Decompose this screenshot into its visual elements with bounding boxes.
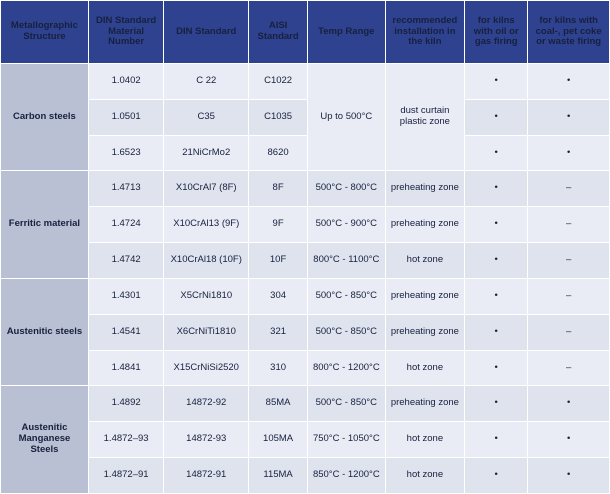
din-standard-cell: 14872-93 — [164, 422, 249, 458]
coal-marker: • — [528, 135, 610, 171]
table-row — [1, 386, 610, 422]
coal-marker: – — [528, 278, 610, 314]
coal-marker: – — [528, 314, 610, 350]
din-number-cell: 1.4892 — [88, 386, 163, 422]
installation-cell: preheating zone — [385, 171, 465, 207]
oil-gas-marker: • — [465, 386, 528, 422]
temp-range-cell: 500°C - 800°C — [308, 171, 386, 207]
oil-gas-marker: • — [465, 64, 528, 100]
column-header-oil-gas-firing: for kilns with oil or gas firing — [465, 1, 528, 64]
oil-gas-marker: • — [465, 458, 528, 494]
coal-marker: – — [528, 350, 610, 386]
table-header-row — [1, 1, 610, 64]
coal-marker: • — [528, 386, 610, 422]
coal-marker: • — [528, 64, 610, 100]
table-row — [1, 135, 610, 171]
table-header — [1, 1, 610, 64]
aisi-cell: C1035 — [249, 99, 308, 135]
temp-range-cell: 500°C - 850°C — [308, 278, 386, 314]
din-number-cell: 1.4872–91 — [88, 458, 163, 494]
din-number-cell: 1.4541 — [88, 314, 163, 350]
group-label-austenitic-manganese-steels: Austenitic Manganese Steels — [1, 386, 89, 494]
column-header-temp-range: Temp Range — [308, 1, 386, 64]
table-row — [1, 422, 610, 458]
coal-marker: • — [528, 99, 610, 135]
din-number-cell: 1.0501 — [88, 99, 163, 135]
aisi-cell: 9F — [249, 207, 308, 243]
table-body — [1, 64, 610, 494]
table-row — [1, 99, 610, 135]
aisi-cell: 85MA — [249, 386, 308, 422]
aisi-cell: 10F — [249, 243, 308, 279]
temp-range-cell: 800°C - 1100°C — [308, 243, 386, 279]
coal-marker: • — [528, 422, 610, 458]
table-row — [1, 350, 610, 386]
temp-range-cell: 500°C - 900°C — [308, 207, 386, 243]
aisi-cell: 310 — [249, 350, 308, 386]
table-row — [1, 171, 610, 207]
aisi-cell: 115MA — [249, 458, 308, 494]
aisi-cell: 8F — [249, 171, 308, 207]
din-standard-cell: 21NiCrMo2 — [164, 135, 249, 171]
oil-gas-marker: • — [465, 350, 528, 386]
oil-gas-marker: • — [465, 171, 528, 207]
din-standard-cell: C35 — [164, 99, 249, 135]
column-header-metallographic-structure: Metallographic Structure — [1, 1, 89, 64]
installation-cell: preheating zone — [385, 314, 465, 350]
group-label-austenitic-steels: Austenitic steels — [1, 278, 89, 385]
din-standard-cell: X10CrAl13 (9F) — [164, 207, 249, 243]
coal-marker: – — [528, 171, 610, 207]
installation-cell: hot zone — [385, 243, 465, 279]
temp-range-cell: 850°C - 1200°C — [308, 458, 386, 494]
din-standard-cell: X6CrNiTi1810 — [164, 314, 249, 350]
din-standard-cell: X10CrAl18 (10F) — [164, 243, 249, 279]
oil-gas-marker: • — [465, 314, 528, 350]
temp-range-cell: Up to 500°C — [308, 64, 386, 171]
installation-cell: dust curtain plastic zone — [385, 64, 465, 171]
din-number-cell: 1.6523 — [88, 135, 163, 171]
installation-cell: preheating zone — [385, 207, 465, 243]
oil-gas-marker: • — [465, 135, 528, 171]
installation-cell: preheating zone — [385, 386, 465, 422]
column-header-din-material-number: DIN Standard Material Number — [88, 1, 163, 64]
table-row — [1, 243, 610, 279]
aisi-cell: 105MA — [249, 422, 308, 458]
aisi-cell: 304 — [249, 278, 308, 314]
din-number-cell: 1.0402 — [88, 64, 163, 100]
column-header-recommended-installation: recommended installation in the kiln — [385, 1, 465, 64]
installation-cell: hot zone — [385, 422, 465, 458]
column-header-coal-petcoke-waste-firing: for kilns with coal-, pet coke or waste firing — [528, 1, 610, 64]
installation-cell: hot zone — [385, 458, 465, 494]
din-number-cell: 1.4724 — [88, 207, 163, 243]
installation-cell: hot zone — [385, 350, 465, 386]
coal-marker: – — [528, 207, 610, 243]
din-standard-cell: X10CrAl7 (8F) — [164, 171, 249, 207]
column-header-aisi-standard: AISI Standard — [249, 1, 308, 64]
temp-range-cell: 750°C - 1050°C — [308, 422, 386, 458]
din-number-cell: 1.4713 — [88, 171, 163, 207]
column-header-din-standard: DIN Standard — [164, 1, 249, 64]
temp-range-cell: 500°C - 850°C — [308, 386, 386, 422]
din-standard-cell: 14872-92 — [164, 386, 249, 422]
table-row — [1, 207, 610, 243]
din-standard-cell: C 22 — [164, 64, 249, 100]
din-number-cell: 1.4301 — [88, 278, 163, 314]
oil-gas-marker: • — [465, 278, 528, 314]
table-row — [1, 64, 610, 100]
aisi-cell: 8620 — [249, 135, 308, 171]
oil-gas-marker: • — [465, 243, 528, 279]
group-label-carbon-steels: Carbon steels — [1, 64, 89, 171]
table-row — [1, 314, 610, 350]
din-number-cell: 1.4742 — [88, 243, 163, 279]
din-standard-cell: 14872-91 — [164, 458, 249, 494]
oil-gas-marker: • — [465, 422, 528, 458]
aisi-cell: 321 — [249, 314, 308, 350]
coal-marker: – — [528, 243, 610, 279]
din-standard-cell: X15CrNiSi2520 — [164, 350, 249, 386]
table-row — [1, 278, 610, 314]
temp-range-cell: 500°C - 850°C — [308, 314, 386, 350]
coal-marker: • — [528, 458, 610, 494]
aisi-cell: C1022 — [249, 64, 308, 100]
din-standard-cell: X5CrNi1810 — [164, 278, 249, 314]
din-number-cell: 1.4841 — [88, 350, 163, 386]
oil-gas-marker: • — [465, 99, 528, 135]
installation-cell: preheating zone — [385, 278, 465, 314]
temp-range-cell: 800°C - 1200°C — [308, 350, 386, 386]
group-label-ferritic-material: Ferritic material — [1, 171, 89, 278]
table-row — [1, 458, 610, 494]
din-number-cell: 1.4872–93 — [88, 422, 163, 458]
oil-gas-marker: • — [465, 207, 528, 243]
